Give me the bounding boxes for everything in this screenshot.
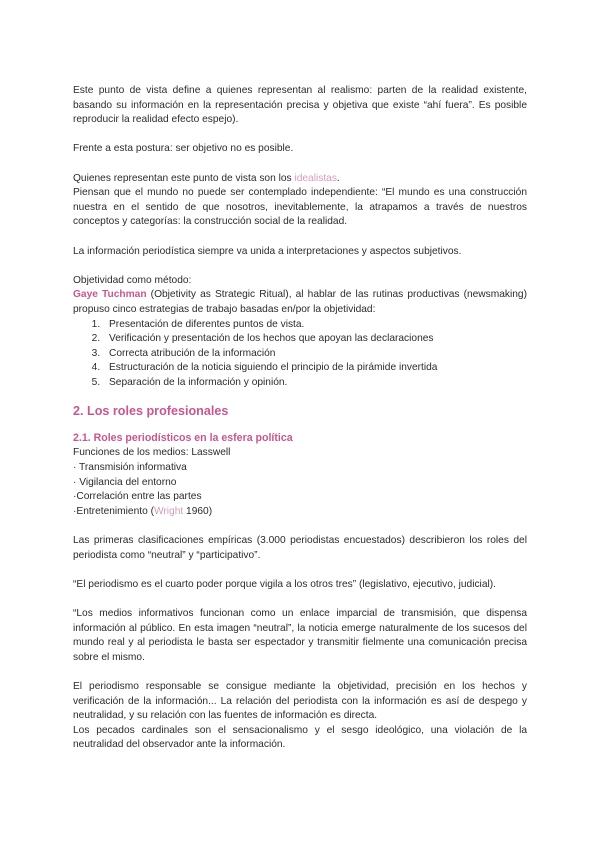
list-item: 2. Verificación y presentación de los hechos que apoyan las declaraciones (103, 332, 527, 347)
list-item: 3. Correcta atribución de la información (103, 347, 527, 362)
fourth-power-paragraph: “El periodismo es el cuarto poder porque vigila a los otros tres” (legislativo, ejecutivo, judicial). (73, 578, 496, 590)
list-item: 1. Presentación de diferentes puntos de vista. (103, 318, 527, 333)
roles-paragraph: Las primeras clasificaciones empíricas (3.000 periodistas encuestados) describieron los roles del periodista como “neutral” y “participativo”. (73, 535, 527, 561)
cardinal-sins-paragraph: Los pecados cardinales son el sensacionalismo y el sesgo ideológico, una violación de la neutralidad del observador ante la información. (73, 724, 527, 751)
strategies-list (73, 318, 527, 391)
intro-paragraph-world: Piensan que el mundo no puede ser contemplado independiente: “El mundo es una construcción nuestra en el sentido de que nosotros, inevitablemente, la atrapamos a través de nuestros conceptos y categorías: la construcción social de la realidad. (73, 187, 527, 228)
functions-title: Funciones de los medios: Lasswell (73, 447, 231, 459)
neutral-media-paragraph: “Los medios informativos funcionan como un enlace imparcial de transmisión, que dispensa información al público. En esta imagen “neutral”, la noticia emerge naturalmente de los sucesos del mundo real y al periodista le basta ser espectador y transmitir fielmente una comunicación precisa sobre el mismo. (73, 608, 527, 663)
intro-paragraph-objectivity: Frente a esta postura: ser objetivo no es posible. (73, 143, 294, 155)
function-item: · Vigilancia del entorno (73, 476, 177, 488)
section-title: 2. Los roles profesionales (73, 404, 229, 419)
function-item: ·Entretenimiento (Wright 1960) (73, 505, 213, 517)
subsection-title: 2.1. Roles periodísticos en la esfera política (73, 432, 293, 445)
intro-paragraph-realism: Este punto de vista define a quienes representan al realismo: parten de la realidad existente, basando su información en la representación precisa y objetiva que existe “ahí fuera”. Es posible reproducir la realidad efecto espejo). (73, 85, 527, 126)
responsible-journalism-paragraph: El periodismo responsable se consigue mediante la objetividad, precisión en los hechos y verificación de la información... La relación del periodista con la información es así de despego y neutralidad, y su relación con las fuentes de información es directa. (73, 680, 527, 722)
function-item: ·Correlación entre las partes (73, 491, 202, 503)
intro-paragraph-idealists: Quienes representan este punto de vista son los idealistas. (73, 172, 340, 184)
wright-link[interactable]: Wright (153, 505, 184, 517)
intro-paragraph-tuchman: Gaye Tuchman (Objetivity as Strategic Ritual), al hablar de las rutinas productivas (newsmaking) propuso cinco estrategias de trabajo basadas en/por la objetividad: (73, 289, 527, 315)
list-item: 5. Separación de la información y opinión. (103, 376, 527, 391)
intro-paragraph-subjective: La información periodística siempre va unida a interpretaciones y aspectos subjetivos. (73, 245, 462, 257)
function-item: · Transmisión informativa (73, 462, 187, 474)
idealistas-link[interactable]: idealistas (294, 172, 337, 184)
list-item: 4. Estructuración de la noticia siguiendo el principio de la pirámide invertida (103, 361, 527, 376)
tuchman-author: Gaye Tuchman (73, 289, 147, 301)
page-content (73, 84, 527, 753)
intro-paragraph-method: Objetividad como método: (73, 274, 192, 286)
